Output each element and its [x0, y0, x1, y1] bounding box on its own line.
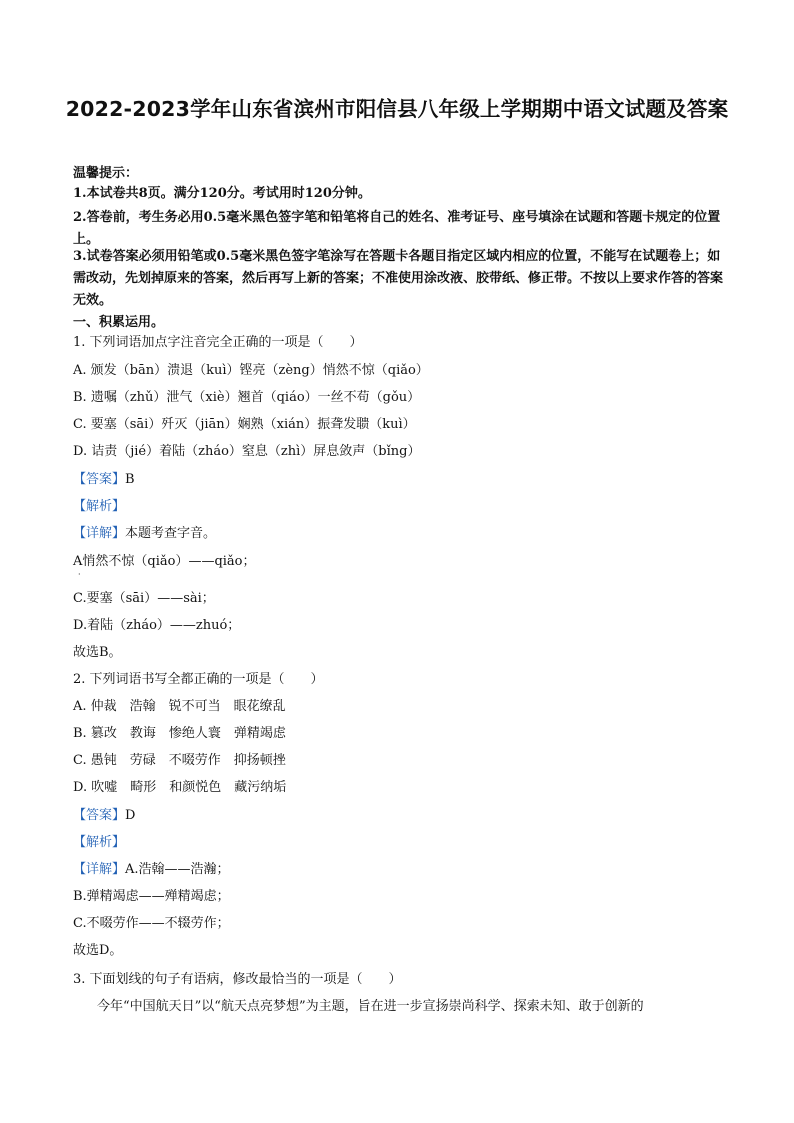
q2-option-b: B. 篡改 教诲 惨绝人寰 弹精竭虑 — [73, 726, 286, 741]
detail-tag: 【详解】 — [73, 526, 126, 541]
q2-line-b: B.弹精竭虑——殚精竭虑； — [73, 889, 230, 904]
q2-option-d: D. 吹嘘 畸形 和颜悦色 藏污纳垢 — [73, 780, 287, 795]
q1-line-d: D.着陆（zháo）——zhuó； — [73, 618, 241, 633]
q2-option-c: C. 愚钝 劳碌 不啜劳作 抑扬顿挫 — [73, 753, 286, 768]
notice-heading: 温馨提示： — [73, 166, 139, 181]
detail-text: 本题考查字音。 — [125, 526, 217, 541]
section-heading: 一、积累运用。 — [73, 315, 165, 330]
answer-tag: 【答案】 — [73, 808, 126, 823]
q1-line-c: C.要塞（sāi）——sài； — [73, 591, 215, 606]
detail-tag: 【详解】 — [73, 862, 126, 877]
q2-analysis-tag: 【解析】 — [73, 835, 126, 850]
notice-item-2: 2.答卷前，考生务必用0.5毫米黑色签字笔和铅笔将自己的姓名、准考证号、座号填涂在试题和答题卡规定的位置上。 — [73, 210, 721, 247]
notice-item-1: 1.本试卷共8页。满分120分。考试用时120分钟。 — [73, 186, 371, 201]
detail-text: A.浩翰——浩瀚； — [125, 862, 230, 877]
answer-value: B — [125, 472, 135, 487]
q2-stem: 2. 下列词语书写全都正确的一项是（ ） — [73, 672, 324, 687]
q1-option-a: A. 颁发（bān）溃退（kuì）铿亮（zèng）悄然不惊（qiǎo） — [73, 363, 429, 378]
q3-stem: 3. 下面划线的句子有语病，修改最恰当的一项是（ ） — [73, 972, 402, 987]
q1-stem: 1. 下列词语加点字注音完全正确的一项是（ ） — [73, 335, 363, 350]
answer-value: D — [125, 808, 136, 823]
document-title: 2022-2023学年山东省滨州市阳信县八年级上学期期中语文试题及答案 — [65, 97, 729, 121]
q1-option-b: B. 遗嘱（zhǔ）泄气（xiè）翘首（qiáo）一丝不苟（gǒu） — [73, 390, 421, 405]
q2-detail — [73, 861, 725, 879]
dot-mark-icon: · — [78, 570, 81, 579]
q3-passage: 今年“中国航天日”以“航天点亮梦想”为主题，旨在进一步宣扬崇尚科学、探索未知、敢于创新的 — [97, 999, 644, 1014]
answer-tag: 【答案】 — [73, 472, 126, 487]
q1-option-c: C. 要塞（sāi）歼灭（jiān）娴熟（xián）振聋发聩（kuì） — [73, 417, 416, 432]
q1-analysis-tag: 【解析】 — [73, 499, 126, 514]
q2-line-c: C.不啜劳作——不辍劳作； — [73, 916, 230, 931]
q2-option-a: A. 仲裁 浩翰 锐不可当 眼花缭乱 — [73, 699, 286, 714]
q1-line-a: A悄然不惊（qiǎo）——qiǎo； — [73, 554, 256, 569]
q1-option-d: D. 诘责（jié）着陆（zháo）窒息（zhì）屏息敛声（bǐng） — [73, 444, 421, 459]
q2-answer — [73, 807, 725, 825]
q1-detail — [73, 525, 725, 543]
q1-answer — [73, 471, 725, 489]
q2-conclusion: 故选D。 — [73, 943, 123, 958]
notice-item-3: 3.试卷答案必须用铅笔或0.5毫米黑色签字笔涂写在答题卡各题目指定区域内相应的位置，不能写在试题卷上；如需改动，先划掉原来的答案，然后再写上新的答案；不准使用涂改液、胶带纸、修正带。不按以上要求作答的答案无效。 — [73, 249, 724, 308]
q1-conclusion: 故选B。 — [73, 645, 122, 660]
